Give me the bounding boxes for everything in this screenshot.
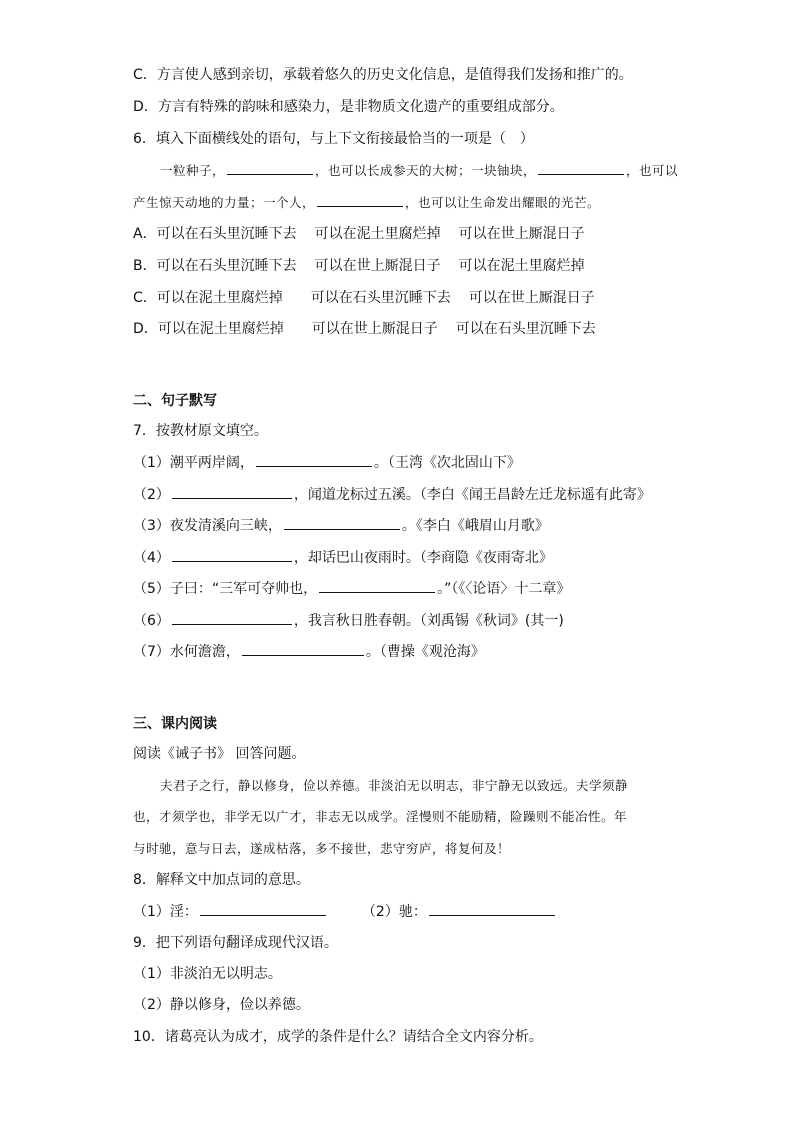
recite-blank[interactable] bbox=[284, 517, 400, 530]
q8-item-2-blank[interactable] bbox=[429, 903, 555, 916]
q9-item-1: （1）非淡泊无以明志。 bbox=[133, 966, 282, 982]
q6-option-a bbox=[133, 225, 585, 243]
q7-stem: 7．按教材原文填空。 bbox=[133, 423, 268, 439]
q6-stem: 6．填入下面横线处的语句，与上下文衔接最恰当的一项是（ ） bbox=[133, 131, 534, 147]
recite-prefix: （7）水何澹澹， bbox=[133, 644, 240, 660]
q7-item-2 bbox=[133, 486, 651, 504]
recite-prefix: （5）子曰：“三军可夺帅也， bbox=[133, 581, 318, 597]
option-part: 可以在世上厮混日子 bbox=[314, 258, 441, 274]
q6-passage-text: ，也可以 bbox=[626, 163, 679, 178]
option-part: 可以在石头里沉睡下去 bbox=[156, 226, 297, 242]
option-part: 可以在世上厮混日子 bbox=[468, 290, 595, 306]
q6-passage-text: ，也可以长成参天的大树；一块铀块， bbox=[315, 163, 537, 178]
option-part: 可以在石头里沉睡下去 bbox=[156, 258, 297, 274]
recite-suffix: 。（曹操《观沧海》 bbox=[365, 644, 485, 660]
section-2-title: 二、句子默写 bbox=[133, 393, 217, 409]
option-part: 可以在世上厮混日子 bbox=[311, 321, 438, 337]
option-part: 可以在泥土里腐烂掉 bbox=[314, 226, 441, 242]
q7-item-7 bbox=[133, 643, 485, 661]
option-part: 可以在石头里沉睡下去 bbox=[310, 290, 451, 306]
q7-item-5 bbox=[133, 580, 570, 598]
recite-prefix: （6） bbox=[133, 613, 170, 629]
recite-blank[interactable] bbox=[172, 549, 292, 562]
q6-passage-line1 bbox=[160, 162, 678, 180]
q7-item-6 bbox=[133, 612, 564, 630]
q8-items bbox=[133, 903, 557, 921]
reading-passage-line1: 夫君子之行，静以修身，俭以养德。非淡泊无以明志，非宁静无以致远。夫学须静 bbox=[160, 778, 629, 793]
recite-suffix: ，却话巴山夜雨时。（李商隐《夜雨寄北》 bbox=[293, 550, 553, 566]
q7-item-3 bbox=[133, 517, 549, 535]
recite-suffix: 。（王湾《次北固山下》 bbox=[373, 455, 521, 471]
q5-option-c: C．方言使人感到亲切，承载着悠久的历史文化信息，是值得我们发扬和推广的。 bbox=[133, 67, 633, 83]
option-letter: B． bbox=[133, 258, 157, 274]
recite-suffix: 。《李白《峨眉山月歌》 bbox=[401, 518, 549, 534]
q6-passage-text: ，也可以让生命发出耀眼的光芒。 bbox=[405, 195, 601, 210]
option-part: 可以在世上厮混日子 bbox=[458, 226, 585, 242]
q8-item-2-label: （2）驰： bbox=[361, 904, 427, 920]
q6-passage-text: 一粒种子， bbox=[160, 163, 226, 178]
q6-option-c bbox=[133, 289, 595, 307]
q7-item-1 bbox=[133, 454, 521, 472]
reading-intro: 阅读《诫子书》 回答问题。 bbox=[133, 746, 306, 762]
reading-passage-line3: 与时驰，意与日去，遂成枯落，多不接世，悲守穷庐，将复何及！ bbox=[133, 841, 511, 856]
option-letter: C． bbox=[133, 290, 157, 306]
section-3-title: 三、课内阅读 bbox=[133, 716, 217, 732]
option-letter: D． bbox=[133, 321, 158, 337]
option-letter: A． bbox=[133, 226, 157, 242]
q6-blank-2[interactable] bbox=[538, 162, 624, 175]
option-part: 可以在泥土里腐烂掉 bbox=[458, 258, 585, 274]
reading-passage-line2: 也，才须学也，非学无以广才，非志无以成学。淫慢则不能励精，险躁则不能冶性。年 bbox=[133, 809, 628, 824]
recite-blank[interactable] bbox=[172, 612, 292, 625]
q10-stem: 10．诸葛亮认为成才，成学的条件是什么？请结合全文内容分析。 bbox=[133, 1029, 543, 1045]
q6-option-b bbox=[133, 257, 585, 275]
q8-item-1-blank[interactable] bbox=[200, 903, 326, 916]
q6-option-d bbox=[133, 320, 596, 338]
recite-blank[interactable] bbox=[172, 486, 292, 499]
q6-blank-3[interactable] bbox=[317, 194, 403, 207]
recite-suffix: 。”（《〈论语〉十二章》 bbox=[437, 581, 571, 597]
recite-blank[interactable] bbox=[242, 643, 364, 656]
q9-item-2: （2）静以修身，俭以养德。 bbox=[133, 997, 310, 1013]
recite-blank[interactable] bbox=[256, 454, 372, 467]
option-part: 可以在泥土里腐烂掉 bbox=[157, 321, 284, 337]
q6-passage-line2 bbox=[133, 194, 600, 212]
q7-item-4 bbox=[133, 549, 553, 567]
recite-prefix: （3）夜发清溪向三峡， bbox=[133, 518, 282, 534]
recite-prefix: （1）潮平两岸阔， bbox=[133, 455, 254, 471]
recite-blank[interactable] bbox=[319, 580, 435, 593]
q9-stem: 9．把下列语句翻译成现代汉语。 bbox=[133, 935, 338, 951]
q8-item-1-label: （1）淫： bbox=[133, 904, 198, 920]
option-part: 可以在石头里沉睡下去 bbox=[455, 321, 596, 337]
option-part: 可以在泥土里腐烂掉 bbox=[156, 290, 283, 306]
recite-suffix: ，我言秋日胜春朝。（刘禹锡《秋词》(其一) bbox=[293, 613, 564, 629]
recite-prefix: （2） bbox=[133, 487, 170, 503]
q8-stem: 8．解释文中加点词的意思。 bbox=[133, 872, 310, 888]
recite-prefix: （4） bbox=[133, 550, 170, 566]
q6-blank-1[interactable] bbox=[227, 162, 313, 175]
recite-suffix: ，闻道龙标过五溪。（李白《闻王昌龄左迁龙标遥有此寄》 bbox=[293, 487, 651, 503]
q6-passage-text: 产生惊天动地的力量；一个人， bbox=[133, 195, 316, 210]
q5-option-d: D．方言有特殊的韵味和感染力，是非物质文化遗产的重要组成部分。 bbox=[133, 99, 564, 115]
